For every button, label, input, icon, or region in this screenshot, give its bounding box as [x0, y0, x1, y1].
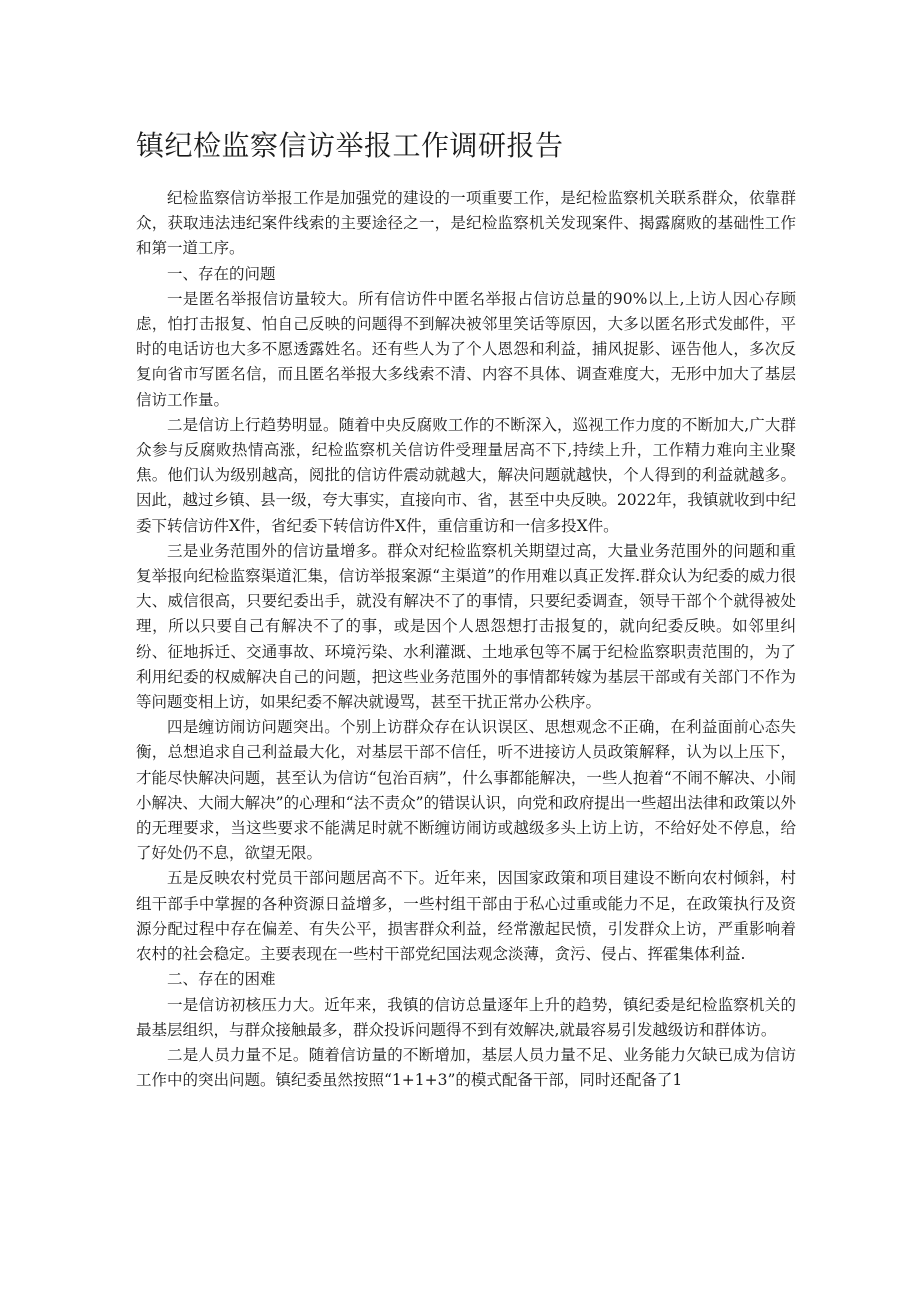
paragraph-difficulty-2: 二是人员力量不足。随着信访量的不断增加，基层人员力量不足、业务能力欠缺已成为信访工作中的突出问题。镇纪委虽然按照“1+1+3”的模式配备干部，同时还配备了1 — [136, 1045, 796, 1090]
paragraph-problem-2: 二是信访上行趋势明显。随着中央反腐败工作的不断深入，巡视工作力度的不断加大,广大群众参与反腐败热情高涨，纪检监察机关信访件受理量居高不下,持续上升，工作精力难向主业聚焦。他们认为级别越高，阅批的信访件震动就越大，解决问题就越快，个人得到的利益就越多。因此，越过乡镇、县一级，夸大事实，直接向市、省，甚至中央反映。2022年，我镇就收到中纪委下转信访件X件，省纪委下转信访件X件，重信重访和一信多投X件。 — [136, 415, 796, 535]
document-page — [136, 128, 796, 1093]
paragraph-problem-4: 四是缠访闹访问题突出。个别上访群众存在认识误区、思想观念不正确，在利益面前心态失衡，总想追求自己利益最大化，对基层干部不信任，听不进接访人员政策解释，认为以上压下，才能尽快解决问题，甚至认为信访“包治百病”，什么事都能解决，一些人抱着“不闹不解决、小闹小解决、大闹大解决”的心理和“法不责众”的错误认识，向党和政府提出一些超出法律和政策以外的无理要求，当这些要求不能满足时就不断缠访闹访或越级多头上访上访，不给好处不停息，给了好处仍不息，欲望无限。 — [136, 718, 796, 863]
section-heading-difficulties: 二、存在的困难 — [167, 970, 276, 989]
paragraph-problem-3: 三是业务范围外的信访量增多。群众对纪检监察机关期望过高，大量业务范围外的问题和重复举报向纪检监察渠道汇集，信访举报案源“主渠道”的作用难以真正发挥.群众认为纪委的威力很大、威信很高，只要纪委出手，就没有解决不了的事情，只要纪委调查，领导干部个个就得被处理，所以只要自己有解决不了的事，或是因个人恩怨想打击报复的，就向纪委反映。如邻里纠纷、征地拆迁、交通事故、环境污染、水利灌溉、土地承包等不属于纪检监察职责范围的，为了利用纪委的权威解决自己的问题，把这些业务范围外的事情都转嫁为基层干部或有关部门不作为等问题变相上访，如果纪委不解决就谩骂，甚至干扰正常办公秩序。 — [136, 541, 796, 712]
document-title: 镇纪检监察信访举报工作调研报告 — [136, 129, 564, 162]
intro-paragraph: 纪检监察信访举报工作是加强党的建设的一项重要工作，是纪检监察机关联系群众，依靠群众，获取违法违纪案件线索的主要途径之一，是纪检监察机关发现案件、揭露腐败的基础性工作和第一道工序。 — [136, 189, 796, 258]
paragraph-problem-5: 五是反映农村党员干部问题居高不下。近年来，因国家政策和项目建设不断向农村倾斜，村组干部手中掌握的各种资源日益增多，一些村组干部由于私心过重或能力不足，在政策执行及资源分配过程中存在偏差、有失公平，损害群众利益，经常激起民愤，引发群众上访，严重影响着农村的社会稳定。主要表现在一些村干部党纪国法观念淡薄，贪污、侵占、挥霍集体利益. — [136, 869, 796, 964]
paragraph-problem-1: 一是匿名举报信访量较大。所有信访件中匿名举报占信访总量的90%以上,上访人因心存顾虑，怕打击报复、怕自己反映的问题得不到解决被邻里笑话等原因，大多以匿名形式发邮件，平时的电话访也大多不愿透露姓名。还有些人为了个人恩怨和利益，捕风捉影、诬告他人，多次反复向省市写匿名信，而且匿名举报大多线索不清、内容不具体、调查难度大，无形中加大了基层信访工作量。 — [136, 289, 796, 409]
paragraph-difficulty-1: 一是信访初核压力大。近年来，我镇的信访总量逐年上升的趋势，镇纪委是纪检监察机关的最基层组织，与群众接触最多，群众投诉问题得不到有效解决,就最容易引发越级访和群体访。 — [136, 995, 796, 1039]
section-heading-problems: 一、存在的问题 — [167, 264, 276, 283]
